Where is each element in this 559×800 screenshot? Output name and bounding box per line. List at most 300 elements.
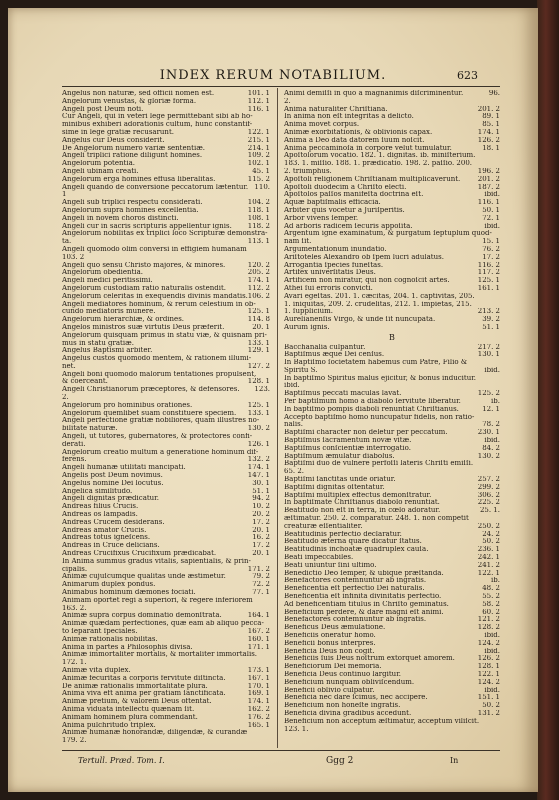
entry-text: Angelorum creatio multum a generatione hominum dif- xyxy=(62,448,259,456)
entry-reference: 25. 1. xyxy=(479,507,500,515)
index-entry xyxy=(62,410,270,418)
entry-text: Angelus cur Deus considerit. xyxy=(62,136,165,144)
entry-text: ferens. xyxy=(62,456,87,464)
index-entry xyxy=(62,113,270,121)
entry-text: Anima naturaliter Chriſtiana. xyxy=(284,105,388,113)
entry-text: Apoſtolorum vocatio. 182. 1. dignitas. ib. miniſterium. xyxy=(284,152,476,160)
catchword: In xyxy=(450,756,459,765)
entry-text: Angeli medici peritissimi. xyxy=(62,277,153,285)
entry-reference: 196. 2 xyxy=(477,167,500,175)
entry-text: In baptiſmo pompis diaboli renuntiat Chriſtianus. xyxy=(284,405,459,413)
entry-text: Angelorum nobilitas ex triplici loco Scripturæ demonstra- xyxy=(62,230,268,238)
book-spine xyxy=(537,0,559,800)
entry-reference: 213. 2 xyxy=(477,308,500,316)
index-entry xyxy=(284,113,500,121)
index-entry xyxy=(284,367,500,375)
entry-reference: 108. 1 xyxy=(247,214,270,222)
entry-reference: 114. 8 xyxy=(247,316,270,324)
index-entry xyxy=(62,184,270,192)
entry-reference: 94. 2 xyxy=(252,495,270,503)
index-entry xyxy=(284,507,500,515)
entry-reference: 72. 2 xyxy=(252,581,270,589)
entry-text: Angelorum supra homines excellentia. xyxy=(62,206,199,214)
entry-text: Apoſtoli duodecim a Chriſto electi. xyxy=(284,183,407,191)
entry-reference: 84. 2 xyxy=(482,444,500,452)
entry-reference: 225. 2 xyxy=(477,499,500,507)
entry-text: Baptiſmus æque Dei cenſus. xyxy=(284,351,385,359)
entry-text: Andreas amator Crucis. xyxy=(62,526,147,534)
entry-text: Beneficentia eſt infinita divinitatis perfectio. xyxy=(284,593,442,600)
index-entry xyxy=(62,737,270,745)
entry-reference: 250. 2 xyxy=(477,522,500,530)
entry-text: Beneficiis ſuis Deus noſtrum extorquet amorem. xyxy=(284,655,455,663)
entry-text: Angelica similitudo. xyxy=(62,487,133,495)
entry-reference: 17. 2 xyxy=(252,542,270,550)
entry-text: Angeli Christianorum præceptores, & defensores. xyxy=(62,386,240,394)
entry-reference: 110. xyxy=(254,183,270,191)
entry-reference: 60. 2 xyxy=(482,608,500,616)
index-entry xyxy=(284,554,500,562)
entry-reference: 236. 1 xyxy=(477,546,500,554)
entry-text: Animæ immortaliter mortalis, & mortaliter immortalis. xyxy=(62,651,258,659)
entry-text: Animæ humanæ honorandæ, diligendæ, & curandæ xyxy=(62,729,248,737)
index-entry xyxy=(284,390,500,398)
index-entry xyxy=(62,690,270,698)
index-entry xyxy=(62,597,270,605)
entry-text: Anima viva eft anima per gratiam ſanctificata. xyxy=(62,690,226,698)
entry-reference: 176. 2 xyxy=(247,713,270,721)
entry-text: Benefactores contemnuntur ab ingratis. xyxy=(284,577,427,585)
index-entry xyxy=(284,593,500,601)
entry-reference: 50. 2 xyxy=(482,538,500,546)
entry-reference: 113. 1 xyxy=(247,238,270,246)
entry-reference: 242. 1 xyxy=(477,554,500,562)
entry-text: ta. xyxy=(62,238,72,246)
index-entry xyxy=(62,620,270,628)
index-entry xyxy=(62,573,270,581)
entry-text: Baptiſmi duo de vulnere perfoſſi lateris Chriſti emiſſi. xyxy=(284,460,474,468)
index-entry xyxy=(62,285,270,293)
entry-text: In anima non eſt integritas a delicto. xyxy=(284,113,414,121)
index-entry xyxy=(284,184,500,192)
index-entry xyxy=(62,667,270,675)
entry-reference: 115. 2 xyxy=(247,175,270,183)
index-entry xyxy=(284,718,500,726)
entry-reference: 126. 1 xyxy=(247,440,270,448)
entry-text: cipalis. xyxy=(62,565,88,573)
entry-reference: 124. 2 xyxy=(477,639,500,647)
entry-text: Andreas Crucem desiderans. xyxy=(62,518,165,526)
entry-reference: 128. 1 xyxy=(477,663,500,671)
entry-reference: ibid. xyxy=(484,686,500,694)
index-entry xyxy=(284,301,500,309)
entry-reference: 170. 1 xyxy=(247,682,270,690)
index-entry xyxy=(62,246,270,254)
entry-reference: ib. xyxy=(491,577,500,585)
index-entry xyxy=(62,456,270,464)
index-entry xyxy=(62,472,270,480)
entry-reference: 109. 2 xyxy=(247,152,270,160)
entry-reference: 205. 2 xyxy=(247,269,270,277)
index-entry xyxy=(284,601,500,609)
entry-text: Aurelianenſis Virgo, & unde ſit nuncupata. xyxy=(284,316,436,324)
entry-text: to ſeparant ſpeciales. xyxy=(62,627,138,635)
entry-reference: 174. 1 xyxy=(247,277,270,285)
index-entry xyxy=(62,254,270,262)
index-entry xyxy=(284,398,500,406)
entry-reference: 118. 2 xyxy=(247,222,270,230)
index-entry xyxy=(284,421,500,429)
section-letter: B xyxy=(389,332,395,342)
index-entry xyxy=(284,671,500,679)
entry-reference: 133. 1 xyxy=(247,339,270,347)
entry-reference: 102. 1 xyxy=(247,160,270,168)
entry-text: Beneficium nunquam obliviſcendum. xyxy=(284,678,415,686)
entry-text: minibus exhiberi adorationis cultum, hunc constantif- xyxy=(62,121,253,129)
index-entry xyxy=(62,332,270,340)
entry-reference: ibid. xyxy=(484,437,500,445)
entry-text: 103. 2 xyxy=(62,253,85,261)
entry-text: nam ſit. xyxy=(284,238,312,246)
index-entry xyxy=(284,238,500,246)
right-index-column xyxy=(284,90,500,733)
entry-text: Baptiſmus peccati maculas lavat. xyxy=(284,390,402,398)
entry-reference: ibid. xyxy=(484,631,500,639)
index-entry xyxy=(62,605,270,613)
entry-reference: 78. 2 xyxy=(482,421,500,429)
index-entry xyxy=(62,636,270,644)
entry-reference: 214. 1 xyxy=(247,144,270,152)
entry-text: Angeli quomodo olim conversi in effigiem humanam xyxy=(62,245,247,253)
entry-text: sime in lege gratiæ recusarunt. xyxy=(62,128,174,136)
entry-reference: 162. 2 xyxy=(247,705,270,713)
entry-text: Animæ cujuſcumque qualitas unde æstimetur. xyxy=(62,573,226,581)
entry-reference: 125. 1 xyxy=(247,308,270,316)
entry-text: Ad beneficentiam titulus in Chriſto geminatus. xyxy=(284,600,449,608)
index-entry xyxy=(284,106,500,114)
entry-text: Animæ fecuritas a corporis fervitute diſtincta. xyxy=(62,674,226,682)
entry-reference: 51. 1 xyxy=(482,323,500,331)
page-sheet xyxy=(8,8,538,792)
index-entry xyxy=(62,488,270,496)
index-entry xyxy=(62,495,270,503)
entry-reference: 171. 2 xyxy=(247,565,270,573)
index-entry xyxy=(284,453,500,461)
entry-text: Arbor vivens ſemper. xyxy=(284,214,359,222)
entry-reference: 39. 2 xyxy=(482,316,500,324)
entry-text: Avari egeſtas. 201. 1. cæcitas, 204. 1. captivitas, 205. xyxy=(284,292,475,300)
entry-reference: 130. 2 xyxy=(477,452,500,460)
index-entry xyxy=(62,394,270,402)
entry-reference: 128. 1 xyxy=(247,378,270,386)
entry-text: Beatitudinis inchoatæ quadruplex cauſa. xyxy=(284,546,429,554)
entry-reference: 17. 2 xyxy=(252,518,270,526)
entry-text: mus in statu gratiæ. xyxy=(62,339,134,347)
entry-text: Anima in partes a Philosophis divisa. xyxy=(62,643,193,651)
entry-reference: 76. 2 xyxy=(482,245,500,253)
entry-text: Angelorum hierarchiæ, & ordines. xyxy=(62,316,185,324)
entry-text: Animæ rationalis nobilitas. xyxy=(62,635,158,643)
entry-text: Angelorum celeritas in exequendis divinis mandatis. xyxy=(62,292,248,300)
entry-text: Anima movet corpus. xyxy=(284,121,360,129)
index-entry xyxy=(62,698,270,706)
entry-text: Accepto baptiſmo homo nuncupatur fidelis, non ratio- xyxy=(284,413,475,421)
index-entry xyxy=(284,145,500,153)
index-entry xyxy=(284,616,500,624)
entry-text: Baptiſmus ſacramentum novæ vitæ. xyxy=(284,437,412,445)
index-entry xyxy=(284,262,500,270)
entry-text: Beatitudo æterna quare dicatur ſtatus. xyxy=(284,538,422,546)
entry-text: Artifex univerſitatis Deus. xyxy=(284,269,376,277)
index-entry xyxy=(62,651,270,659)
entry-text: Beneficii bonus interpres. xyxy=(284,639,376,647)
index-entry xyxy=(62,160,270,168)
entry-reference: 201. 2 xyxy=(477,175,500,183)
entry-text: Angeli mediatores hominum, & rerum celestium in ob- xyxy=(62,300,256,308)
entry-text: derati. xyxy=(62,440,86,448)
index-entry xyxy=(62,363,270,371)
index-entry xyxy=(284,316,500,324)
entry-text: Animam oportet regi a superiori, & regere inferiorem xyxy=(62,596,253,604)
index-entry xyxy=(62,90,270,98)
entry-reference: ibid. xyxy=(484,647,500,655)
index-entry xyxy=(284,679,500,687)
entry-text: Beati uniuntur ſini ultimo. xyxy=(284,561,377,569)
index-entry xyxy=(284,460,500,468)
index-entry xyxy=(284,129,500,137)
index-entry xyxy=(62,534,270,542)
entry-reference: 161. 1 xyxy=(477,284,500,292)
entry-text: Angeli humanæ utilitati mancipati. xyxy=(62,464,186,472)
index-entry xyxy=(62,589,270,597)
entry-text: Angeli, ut tutores, gubernatores, & protectores confi- xyxy=(62,433,253,441)
entry-text: Animi demiſſi in quo a magnanimis diſcriminentur. xyxy=(284,90,464,97)
entry-text: Bacchanalia culpantur. xyxy=(284,343,366,351)
entry-reference: 127. 2 xyxy=(247,362,270,370)
index-entry xyxy=(62,706,270,714)
index-entry xyxy=(62,262,270,270)
entry-reference: 167. 2 xyxy=(247,627,270,635)
entry-text: Beneficus Deus æmulatione. xyxy=(284,624,386,632)
index-entry xyxy=(284,191,500,199)
entry-reference: 116. 1 xyxy=(477,199,500,207)
entry-reference: 230. 1 xyxy=(477,429,500,437)
index-entry xyxy=(62,199,270,207)
index-entry xyxy=(62,729,270,737)
index-entry xyxy=(62,98,270,106)
index-entry xyxy=(62,293,270,301)
entry-reference: 129. 1 xyxy=(247,347,270,355)
entry-text: Angeli boni quomodo malorum tentationes propulsent, xyxy=(62,370,257,378)
entry-reference: 106. 2 xyxy=(247,292,270,300)
entry-text: Argentum igne examinatum, & purgatum ſeptuplum quod- xyxy=(284,230,492,238)
entry-reference: 123. xyxy=(254,386,270,394)
entry-reference: 174. 1 xyxy=(247,464,270,472)
entry-text: Angeli in novem choros distincti. xyxy=(62,214,179,222)
index-entry xyxy=(284,230,500,238)
entry-text: Angeli triplici ratione diligunt homines. xyxy=(62,152,203,160)
entry-text: Angeli sub triplici respectu considerati. xyxy=(62,199,203,207)
entry-text: Angeli ubinam creati. xyxy=(62,167,139,175)
page-number: 623 xyxy=(457,69,478,82)
index-entry xyxy=(284,160,500,168)
entry-text: 1. iniquitas, 209. 2. crudelitas, 212. 1. impietas, 215. xyxy=(284,300,472,308)
index-entry xyxy=(284,523,500,531)
entry-text: Animabus hominum dæmones fociati. xyxy=(62,589,196,596)
index-entry xyxy=(284,98,500,106)
entry-reference: 20. 1 xyxy=(252,323,270,331)
entry-reference: 130. 2 xyxy=(247,425,270,433)
entry-text: creaturæ eſſentialiter. xyxy=(284,522,363,530)
entry-text: Animarum duplex pondus. xyxy=(62,581,156,589)
entry-text: Angeli cur in sacris scripturis appellentur ignis. xyxy=(62,222,232,230)
entry-text: Animam hominem plura commendant. xyxy=(62,713,198,721)
entry-text: bilitate naturæ. xyxy=(62,425,118,433)
index-entry xyxy=(284,207,500,215)
index-entry xyxy=(62,433,270,441)
index-entry xyxy=(284,137,500,145)
entry-text: Aquæ baptiſmalis efficacia. xyxy=(284,199,381,207)
index-entry xyxy=(284,351,500,359)
entry-text: 2. xyxy=(284,97,291,105)
entry-text: Animæ quædam perfectiones, quæ eam ab aliquo pecca- xyxy=(62,620,264,628)
index-entry xyxy=(284,694,500,702)
entry-text: Animæ vita duplex. xyxy=(62,666,131,674)
entry-reference: 217. 2 xyxy=(477,343,500,351)
entry-reference: 122. 1 xyxy=(477,569,500,577)
entry-text: Angelus non naturæ, sed officii nomen est. xyxy=(62,90,215,97)
column-divider xyxy=(277,88,278,748)
index-entry xyxy=(62,644,270,652)
entry-text: De animæ rationalis immortalitate plura. xyxy=(62,682,208,690)
index-entry xyxy=(284,199,500,207)
entry-reference: 20. 1 xyxy=(252,550,270,558)
index-entry xyxy=(284,344,500,352)
entry-text: Beneficiis oneratur homo. xyxy=(284,631,376,639)
entry-text: De Angelorum numero variæ sententiæ. xyxy=(62,144,206,152)
entry-reference: 16. 2 xyxy=(252,534,270,542)
index-entry xyxy=(62,714,270,722)
entry-text: æſtimatur. 250. 2. comparatur. 248. 1. non competit xyxy=(284,515,469,523)
index-entry xyxy=(284,655,500,663)
index-entry xyxy=(62,542,270,550)
entry-text: Andreas totus igneſcens. xyxy=(62,534,151,542)
entry-text: Angelorum obedientia. xyxy=(62,269,144,277)
index-entry xyxy=(62,550,270,558)
entry-text: Angelorum quisquam primus in statu viæ, & quisnam pri- xyxy=(62,331,267,339)
index-entry xyxy=(62,386,270,394)
entry-reference: 167. 1 xyxy=(247,674,270,682)
entry-reference: 116. 1 xyxy=(247,105,270,113)
entry-reference: 24. 2 xyxy=(482,530,500,538)
entry-text: Angelis post Deum novimus. xyxy=(62,472,163,480)
entry-reference: 79. 2 xyxy=(252,573,270,581)
entry-text: Anima a Deo data datorem ſuum noſcit. xyxy=(284,136,425,144)
entry-text: In baptiſmo Spiritus malus ejicitur, & bonus inducitur. xyxy=(284,374,477,382)
index-entry xyxy=(284,726,500,734)
index-entry xyxy=(284,121,500,129)
index-entry xyxy=(62,207,270,215)
index-entry xyxy=(62,277,270,285)
index-entry xyxy=(284,476,500,484)
entry-reference: ibid. xyxy=(484,366,500,374)
index-entry xyxy=(284,484,500,492)
entry-text: Angeli quando de conversione peccatorum lætentur. xyxy=(62,183,249,191)
entry-reference: 124. 2 xyxy=(477,678,500,686)
index-entry xyxy=(62,417,270,425)
entry-text: Andreas in Cruce delicians. xyxy=(62,542,160,550)
entry-text: Animæ supra corpus dominatio demonſtrata. xyxy=(62,612,222,620)
index-entry xyxy=(284,246,500,254)
index-entry xyxy=(284,382,500,390)
entry-reference: 15. 1 xyxy=(482,238,500,246)
entry-text: 2. triumphus. xyxy=(284,167,332,175)
index-entry xyxy=(284,499,500,507)
index-entry xyxy=(284,702,500,710)
index-entry xyxy=(284,293,500,301)
entry-text: Anima viduata intellectu quænam ſit. xyxy=(62,705,195,713)
entry-text: Angelorum erga homines effusa liberalitas. xyxy=(62,175,216,183)
index-entry xyxy=(284,406,500,414)
entry-reference: ib. xyxy=(491,398,500,406)
entry-reference: 122. 1 xyxy=(247,128,270,136)
index-entry xyxy=(284,254,500,262)
entry-text: Angelorum custodiam ratio naturalis ostendit. xyxy=(62,284,227,292)
entry-text: Angeli dignitas prædicatur. xyxy=(62,495,159,503)
index-entry xyxy=(284,531,500,539)
entry-text: Angelus nomine Dei locutus. xyxy=(62,479,164,487)
entry-reference: 299. 2 xyxy=(477,483,500,491)
entry-text: nalis. xyxy=(284,421,303,429)
entry-text: In baptiſmate Chriſtianus diabolo renuntiat. xyxy=(284,499,440,507)
running-title: INDEX RERUM NOTABILIUM. xyxy=(159,68,387,83)
entry-text: Beneficia Deus non cogit. xyxy=(284,647,375,655)
entry-text: Beatitudinis perfectio declaratur. xyxy=(284,530,402,538)
index-entry xyxy=(284,538,500,546)
entry-reference: 20. 1 xyxy=(252,526,270,534)
index-entry xyxy=(284,468,500,476)
index-entry xyxy=(62,464,270,472)
entry-reference: 126. 2 xyxy=(477,655,500,663)
entry-text: 163. 2. xyxy=(62,604,87,612)
entry-text: Angeli quo sensu Christo majores, & minores. xyxy=(62,261,226,269)
index-entry xyxy=(62,176,270,184)
index-entry xyxy=(62,347,270,355)
entry-text: Beneficium perdere, & dare magni eſt animi. xyxy=(284,608,444,616)
entry-reference: 112. 1 xyxy=(247,97,270,105)
index-entry xyxy=(284,624,500,632)
entry-reference: 215. 1 xyxy=(247,136,270,144)
index-entry xyxy=(62,223,270,231)
entry-reference: 96. xyxy=(488,90,500,97)
entry-reference: 125. 2 xyxy=(477,390,500,398)
entry-reference: 174. 1 xyxy=(477,128,500,136)
entry-text: Beati impeccabiles. xyxy=(284,554,354,562)
signature-mark: Ggg 2 xyxy=(326,756,354,766)
entry-text: Andreas os lampadis. xyxy=(62,511,138,519)
index-entry xyxy=(62,191,270,199)
entry-reference: 122. 1 xyxy=(477,670,500,678)
index-entry xyxy=(284,640,500,648)
entry-text: 1. ſuppliciûm. xyxy=(284,308,333,316)
index-entry xyxy=(284,429,500,437)
entry-reference: 120. 2 xyxy=(247,261,270,269)
index-entry xyxy=(62,683,270,691)
entry-reference: 17. 2 xyxy=(482,253,500,261)
entry-text: 65. 2. xyxy=(284,468,305,476)
index-entry xyxy=(284,414,500,422)
entry-text: Andreas filius Crucis. xyxy=(62,503,139,511)
